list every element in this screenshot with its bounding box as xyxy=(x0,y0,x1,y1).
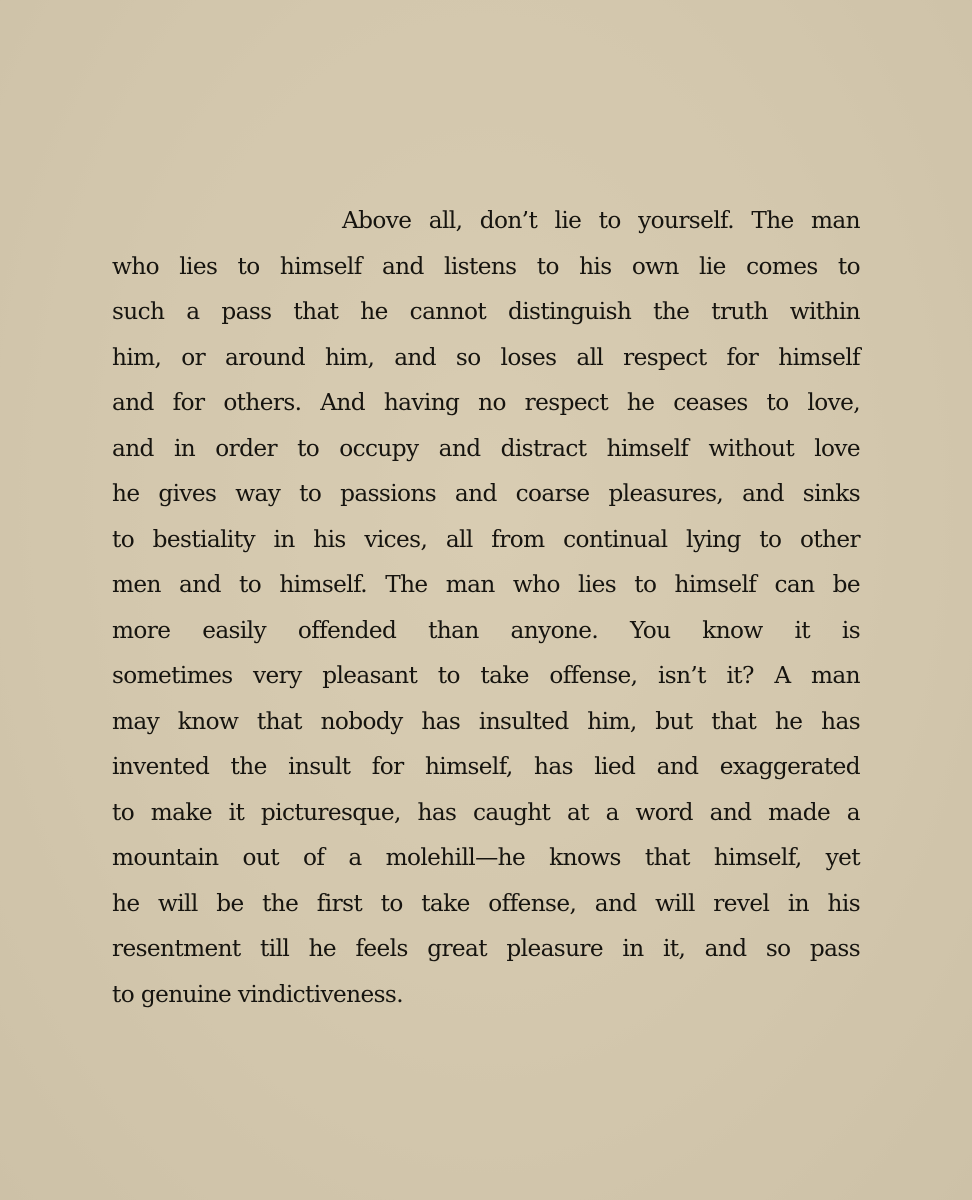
text-line: men and to himself. The man who lies to himself can be xyxy=(112,571,860,598)
text-line: resentment till he feels great pleasure in it, and so pass xyxy=(112,935,860,962)
text-line: mountain out of a molehill—he knows that himself, yet xyxy=(112,844,860,871)
text-line: may know that nobody has insulted him, but that he has xyxy=(112,707,860,735)
text-line: to bestiality in his vices, all from continual lying to other xyxy=(112,525,860,553)
text-line: and in order to occupy and distract himself without love xyxy=(112,434,860,462)
text-line: Above all, don’t lie to yourself. The man xyxy=(342,207,860,234)
text-line: who lies to himself and listens to his own lie comes to xyxy=(112,252,860,280)
text-line: he gives way to passions and coarse pleasures, and sinks xyxy=(112,480,860,507)
text-line: such a pass that he cannot distinguish the truth within xyxy=(112,298,860,325)
text-line: to make it picturesque, has caught at a word and made a xyxy=(112,798,860,826)
text-line: more easily offended than anyone. You know it is xyxy=(112,616,860,644)
text-line: he will be the first to take offense, and will revel in his xyxy=(112,889,860,917)
text-line: invented the insult for himself, has lied and exaggerated xyxy=(112,753,860,780)
text-line: to genuine vindictiveness. xyxy=(112,980,404,1008)
text-line: and for others. And having no respect he ceases to love, xyxy=(112,389,860,416)
quote-passage xyxy=(112,198,860,1017)
text-line: sometimes very pleasant to take offense, isn’t it? A man xyxy=(112,662,860,689)
text-line: him, or around him, and so loses all respect for himself xyxy=(112,343,860,371)
